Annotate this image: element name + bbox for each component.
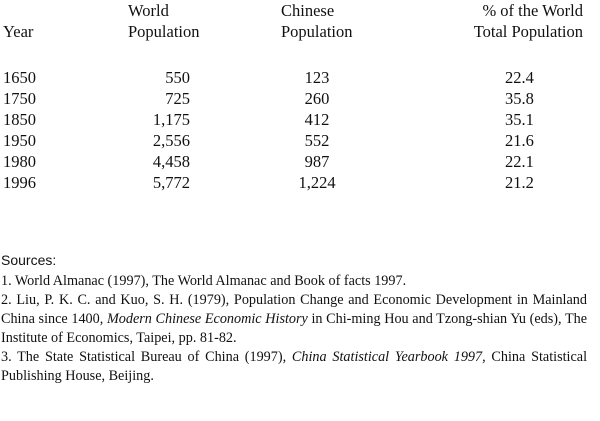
cell-chinese-population: 123 (304, 68, 330, 87)
cell-world-population: 5,772 (152, 173, 190, 192)
cell-percent: 22.4 (505, 68, 534, 87)
cell-world-population: 725 (165, 89, 190, 108)
cell-chinese-population: 412 (304, 110, 330, 129)
cell-chinese-population: 1,224 (298, 173, 336, 192)
cell-percent: 21.6 (505, 131, 534, 150)
header-year: Year (3, 22, 34, 41)
cell-year: 1980 (3, 152, 36, 171)
sources-section (1, 251, 587, 386)
table-body (0, 67, 600, 193)
cell-world-population: 1,175 (152, 110, 190, 129)
cell-chinese-population: 552 (304, 131, 330, 150)
source-text: 3. The State Statistical Bureau of China (1997), (1, 349, 292, 365)
header-chinese-line2: Population (281, 22, 353, 41)
source-text: 2. Liu, P. K. C. and Kuo, S. H. (1979), Population Change and Economic Development in Mainland China since 1400, (1, 292, 587, 327)
cell-percent: 22.1 (505, 152, 534, 171)
source-item (1, 291, 587, 348)
cell-chinese-population: 987 (304, 152, 330, 171)
sources-heading: Sources: (1, 252, 57, 268)
cell-year: 1650 (3, 68, 36, 87)
header-chinese-line1: Chinese (281, 1, 335, 20)
cell-chinese-population: 260 (304, 89, 330, 108)
table-row (0, 109, 600, 130)
header-world-line2: Population (128, 22, 200, 41)
source-text: in Chi-ming Hou and Tzong-shian Yu (eds), The Institute of Economics, Taipei, pp. 81-82. (1, 311, 588, 346)
table-row (0, 88, 600, 109)
header-chinese-population (281, 0, 353, 42)
header-percent-world (474, 0, 583, 42)
table-row (0, 67, 600, 88)
cell-year: 1950 (3, 131, 36, 150)
header-pct-line2: Total Population (473, 22, 583, 41)
cell-year: 1750 (3, 89, 36, 108)
source-item: 1. World Almanac (1997), The World Almanac and Book of facts 1997. (1, 273, 407, 289)
cell-percent: 35.1 (505, 110, 534, 129)
cell-percent: 35.8 (505, 89, 534, 108)
header-world-population (128, 0, 200, 42)
source-title-italic: China Statistical Yearbook 1997 (291, 349, 483, 365)
cell-year: 1850 (3, 110, 36, 129)
source-item (1, 348, 587, 386)
header-pct-line1: % of the World (482, 1, 583, 20)
table-row (0, 130, 600, 151)
cell-world-population: 2,556 (152, 131, 190, 150)
cell-world-population: 550 (165, 68, 190, 87)
source-text: , China Statistical Publishing House, Beijing. (1, 349, 588, 384)
table-row (0, 172, 600, 193)
header-world-line1: World (128, 1, 169, 20)
table-row (0, 151, 600, 172)
source-title-italic: Modern Chinese Economic History (106, 311, 308, 327)
cell-year: 1996 (3, 173, 36, 192)
cell-percent: 21.2 (505, 173, 534, 192)
cell-world-population: 4,458 (152, 152, 190, 171)
